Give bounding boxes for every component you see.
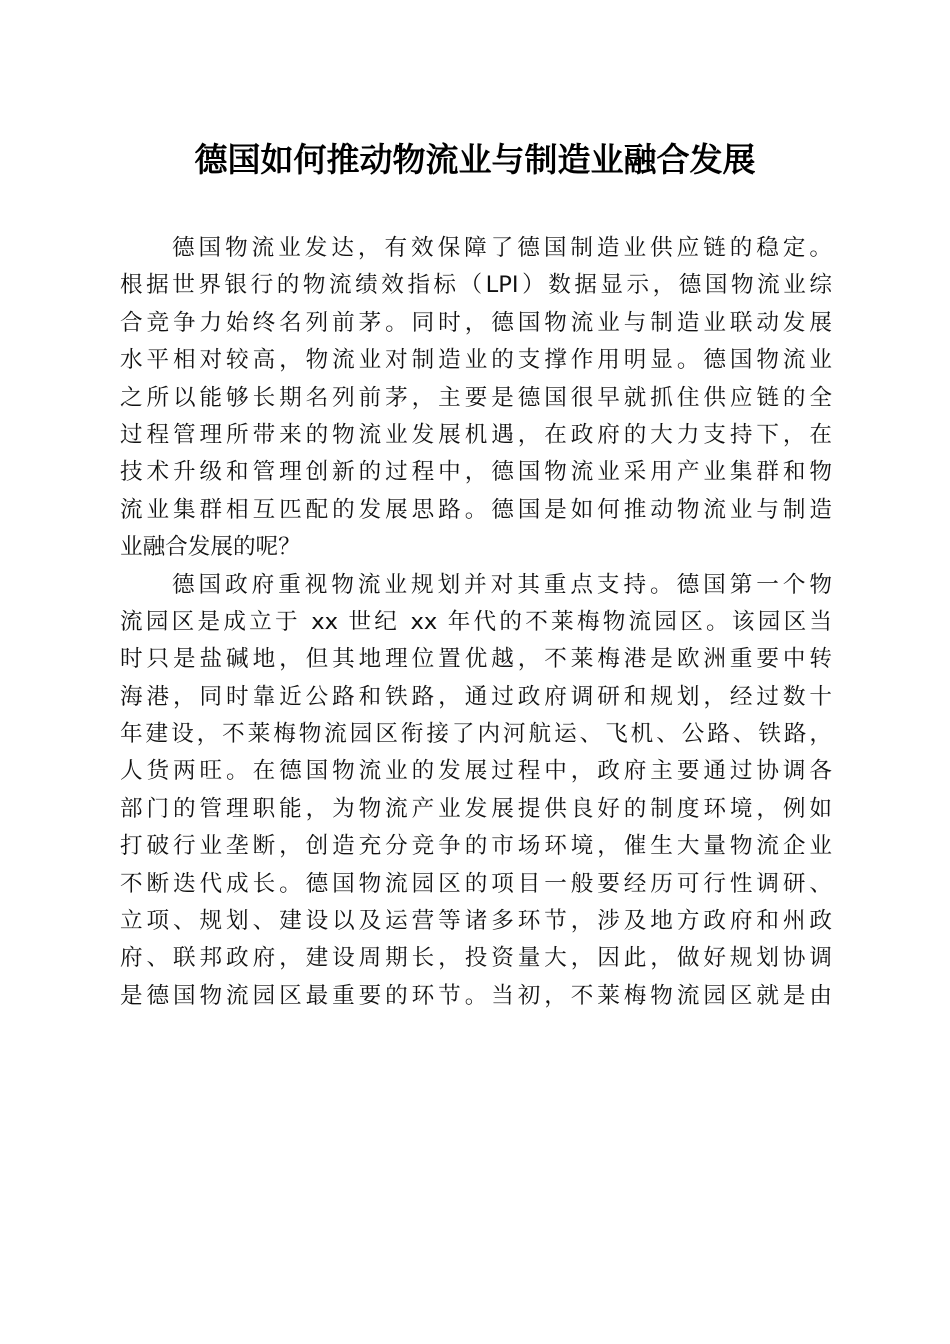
text-line: 技术升级和管理创新的过程中，德国物流业采用产业集群和物 [120, 459, 832, 486]
text-line: 水平相对较高，物流业对制造业的支撑作用明显。德国物流业 [120, 347, 832, 374]
text-line: 流园区是成立于 xx 世纪 xx 年代的不莱梅物流园区。该园区当 [120, 608, 832, 635]
document-title: 德国如何推动物流业与制造业融合发展 [194, 140, 756, 179]
text-line: 海港，同时靠近公路和铁路，通过政府调研和规划，经过数十 [120, 683, 832, 710]
text-line: 部门的管理职能，为物流产业发展提供良好的制度环境，例如 [120, 795, 832, 822]
text-line: 府、联邦政府，建设周期长，投资量大，因此，做好规划协调 [120, 945, 832, 972]
text-line: 之所以能够长期名列前茅，主要是德国很早就抓住供应链的全 [120, 384, 832, 411]
text-line: 不断迭代成长。德国物流园区的项目一般要经历可行性调研、 [120, 870, 832, 897]
text-line: 过程管理所带来的物流业发展机遇，在政府的大力支持下，在 [120, 421, 832, 448]
text-line: 根据世界银行的物流绩效指标（LPI）数据显示，德国物流业综 [120, 272, 832, 299]
text-line: 立项、规划、建设以及运营等诸多环节，涉及地方政府和州政 [120, 908, 832, 935]
text-line: 业融合发展的呢？ [120, 534, 301, 561]
text-line: 年建设，不莱梅物流园区衔接了内河航运、飞机、公路、铁路， [120, 721, 832, 748]
text-line: 时只是盐碱地，但其地理位置优越，不莱梅港是欧洲重要中转 [120, 646, 832, 673]
document-body [120, 230, 832, 1015]
text-line: 流业集群相互匹配的发展思路。德国是如何推动物流业与制造 [120, 496, 832, 523]
text-line: 人货两旺。在德国物流业的发展过程中，政府主要通过协调各 [120, 758, 832, 785]
paragraph-1 [120, 230, 832, 567]
paragraph-2 [120, 567, 832, 1016]
text-line: 德国政府重视物流业规划并对其重点支持。德国第一个物 [172, 571, 832, 598]
text-line: 德国物流业发达，有效保障了德国制造业供应链的稳定。 [172, 235, 832, 261]
text-line: 打破行业垄断，创造充分竞争的市场环境，催生大量物流企业 [120, 833, 832, 860]
text-line: 是德国物流园区最重要的环节。当初，不莱梅物流园区就是由 [120, 982, 832, 1009]
text-line: 合竞争力始终名列前茅。同时，德国物流业与制造业联动发展 [120, 309, 832, 336]
